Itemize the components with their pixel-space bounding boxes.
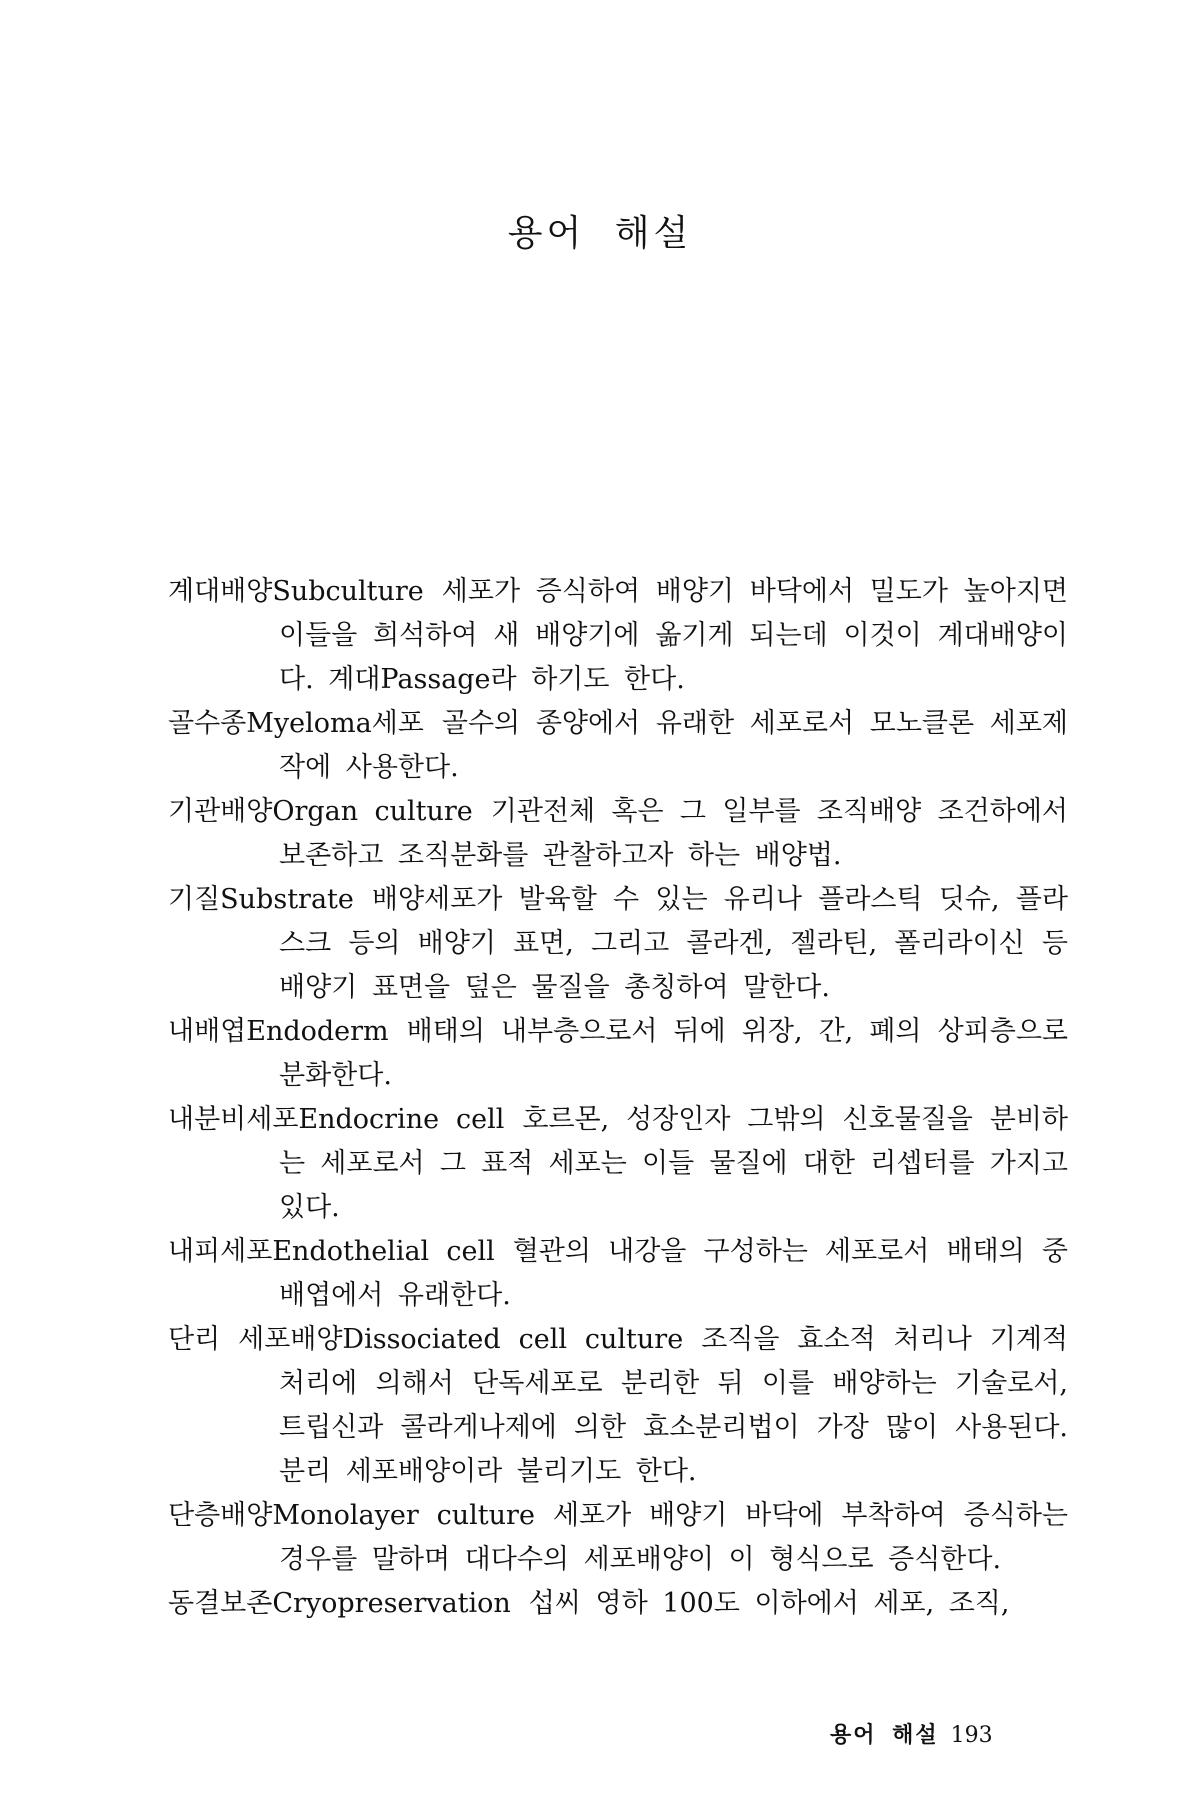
page-number: 193	[950, 1723, 993, 1748]
entry-term: 내피세포Endothelial cell	[168, 1236, 495, 1267]
entry-definition: 세포가 배양기 바닥에 부착하여 증식하는 경우를 말하며 대다수의 세포배양이 이 형식으로 증식한다.	[279, 1500, 1068, 1575]
entry-definition: 골수의 종양에서 유래한 세포로서 모노클론 세포제작에 사용한다.	[279, 708, 1068, 783]
entry-term: 기관배양Organ culture	[168, 796, 473, 827]
entry-definition: 배태의 내부층으로서 뒤에 위장, 간, 폐의 상피층으로 분화한다.	[279, 1016, 1068, 1091]
glossary-entry	[168, 790, 1068, 878]
glossary-entry	[168, 1494, 1068, 1582]
glossary-entry	[168, 1098, 1068, 1230]
glossary-entry	[168, 1230, 1068, 1318]
entry-term: 동결보존Cryopreservation	[168, 1588, 511, 1619]
glossary-entry	[168, 1582, 1068, 1626]
entry-term: 계대배양Subculture	[168, 576, 424, 607]
entry-term: 내분비세포Endocrine cell	[168, 1104, 505, 1135]
entry-definition: 기관전체 혹은 그 일부를 조직배양 조건하에서 보존하고 조직분화를 관찰하고자 하는 배양법.	[279, 796, 1068, 871]
page-footer	[830, 1718, 993, 1749]
entry-definition: 배양세포가 발육할 수 있는 유리나 플라스틱 딧슈, 플라스크 등의 배양기 표면, 그리고 콜라겐, 젤라틴, 폴리라이신 등 배양기 표면을 덮은 물질을 총칭하여 말한다.	[279, 884, 1068, 1003]
entry-term: 단리 세포배양Dissociated cell culture	[168, 1324, 684, 1355]
glossary-entry	[168, 1010, 1068, 1098]
entry-definition: 혈관의 내강을 구성하는 세포로서 배태의 중배엽에서 유래한다.	[279, 1236, 1068, 1311]
glossary-entry	[168, 1318, 1068, 1494]
entry-definition: 세포가 증식하여 배양기 바닥에서 밀도가 높아지면 이들을 희석하여 새 배양기에 옮기게 되는데 이것이 계대배양이다. 계대Passage라 하기도 한다.	[279, 576, 1068, 695]
entry-term: 기질Substrate	[168, 884, 354, 915]
entry-term: 내배엽Endoderm	[168, 1016, 389, 1047]
entry-definition: 호르몬, 성장인자 그밖의 신호물질을 분비하는 세포로서 그 표적 세포는 이들 물질에 대한 리셉터를 가지고 있다.	[279, 1104, 1068, 1223]
entry-term: 골수종Myeloma세포	[168, 708, 424, 739]
page-title: 용어 해설	[507, 213, 693, 254]
glossary-list	[168, 570, 1068, 1626]
glossary-entry	[168, 702, 1068, 790]
entry-definition: 조직을 효소적 처리나 기계적 처리에 의해서 단독세포로 분리한 뒤 이를 배양하는 기술로서, 트립신과 콜라게나제에 의한 효소분리법이 가장 많이 사용된다. 분리 세포배양이라 불리기도 한다.	[279, 1324, 1068, 1487]
glossary-entry	[168, 878, 1068, 1010]
glossary-entry	[168, 570, 1068, 702]
entry-term: 단층배양Monolayer culture	[168, 1500, 535, 1531]
running-title: 용어 해설	[830, 1722, 939, 1748]
entry-definition: 섭씨 영하 100도 이하에서 세포, 조직,	[528, 1588, 1010, 1619]
